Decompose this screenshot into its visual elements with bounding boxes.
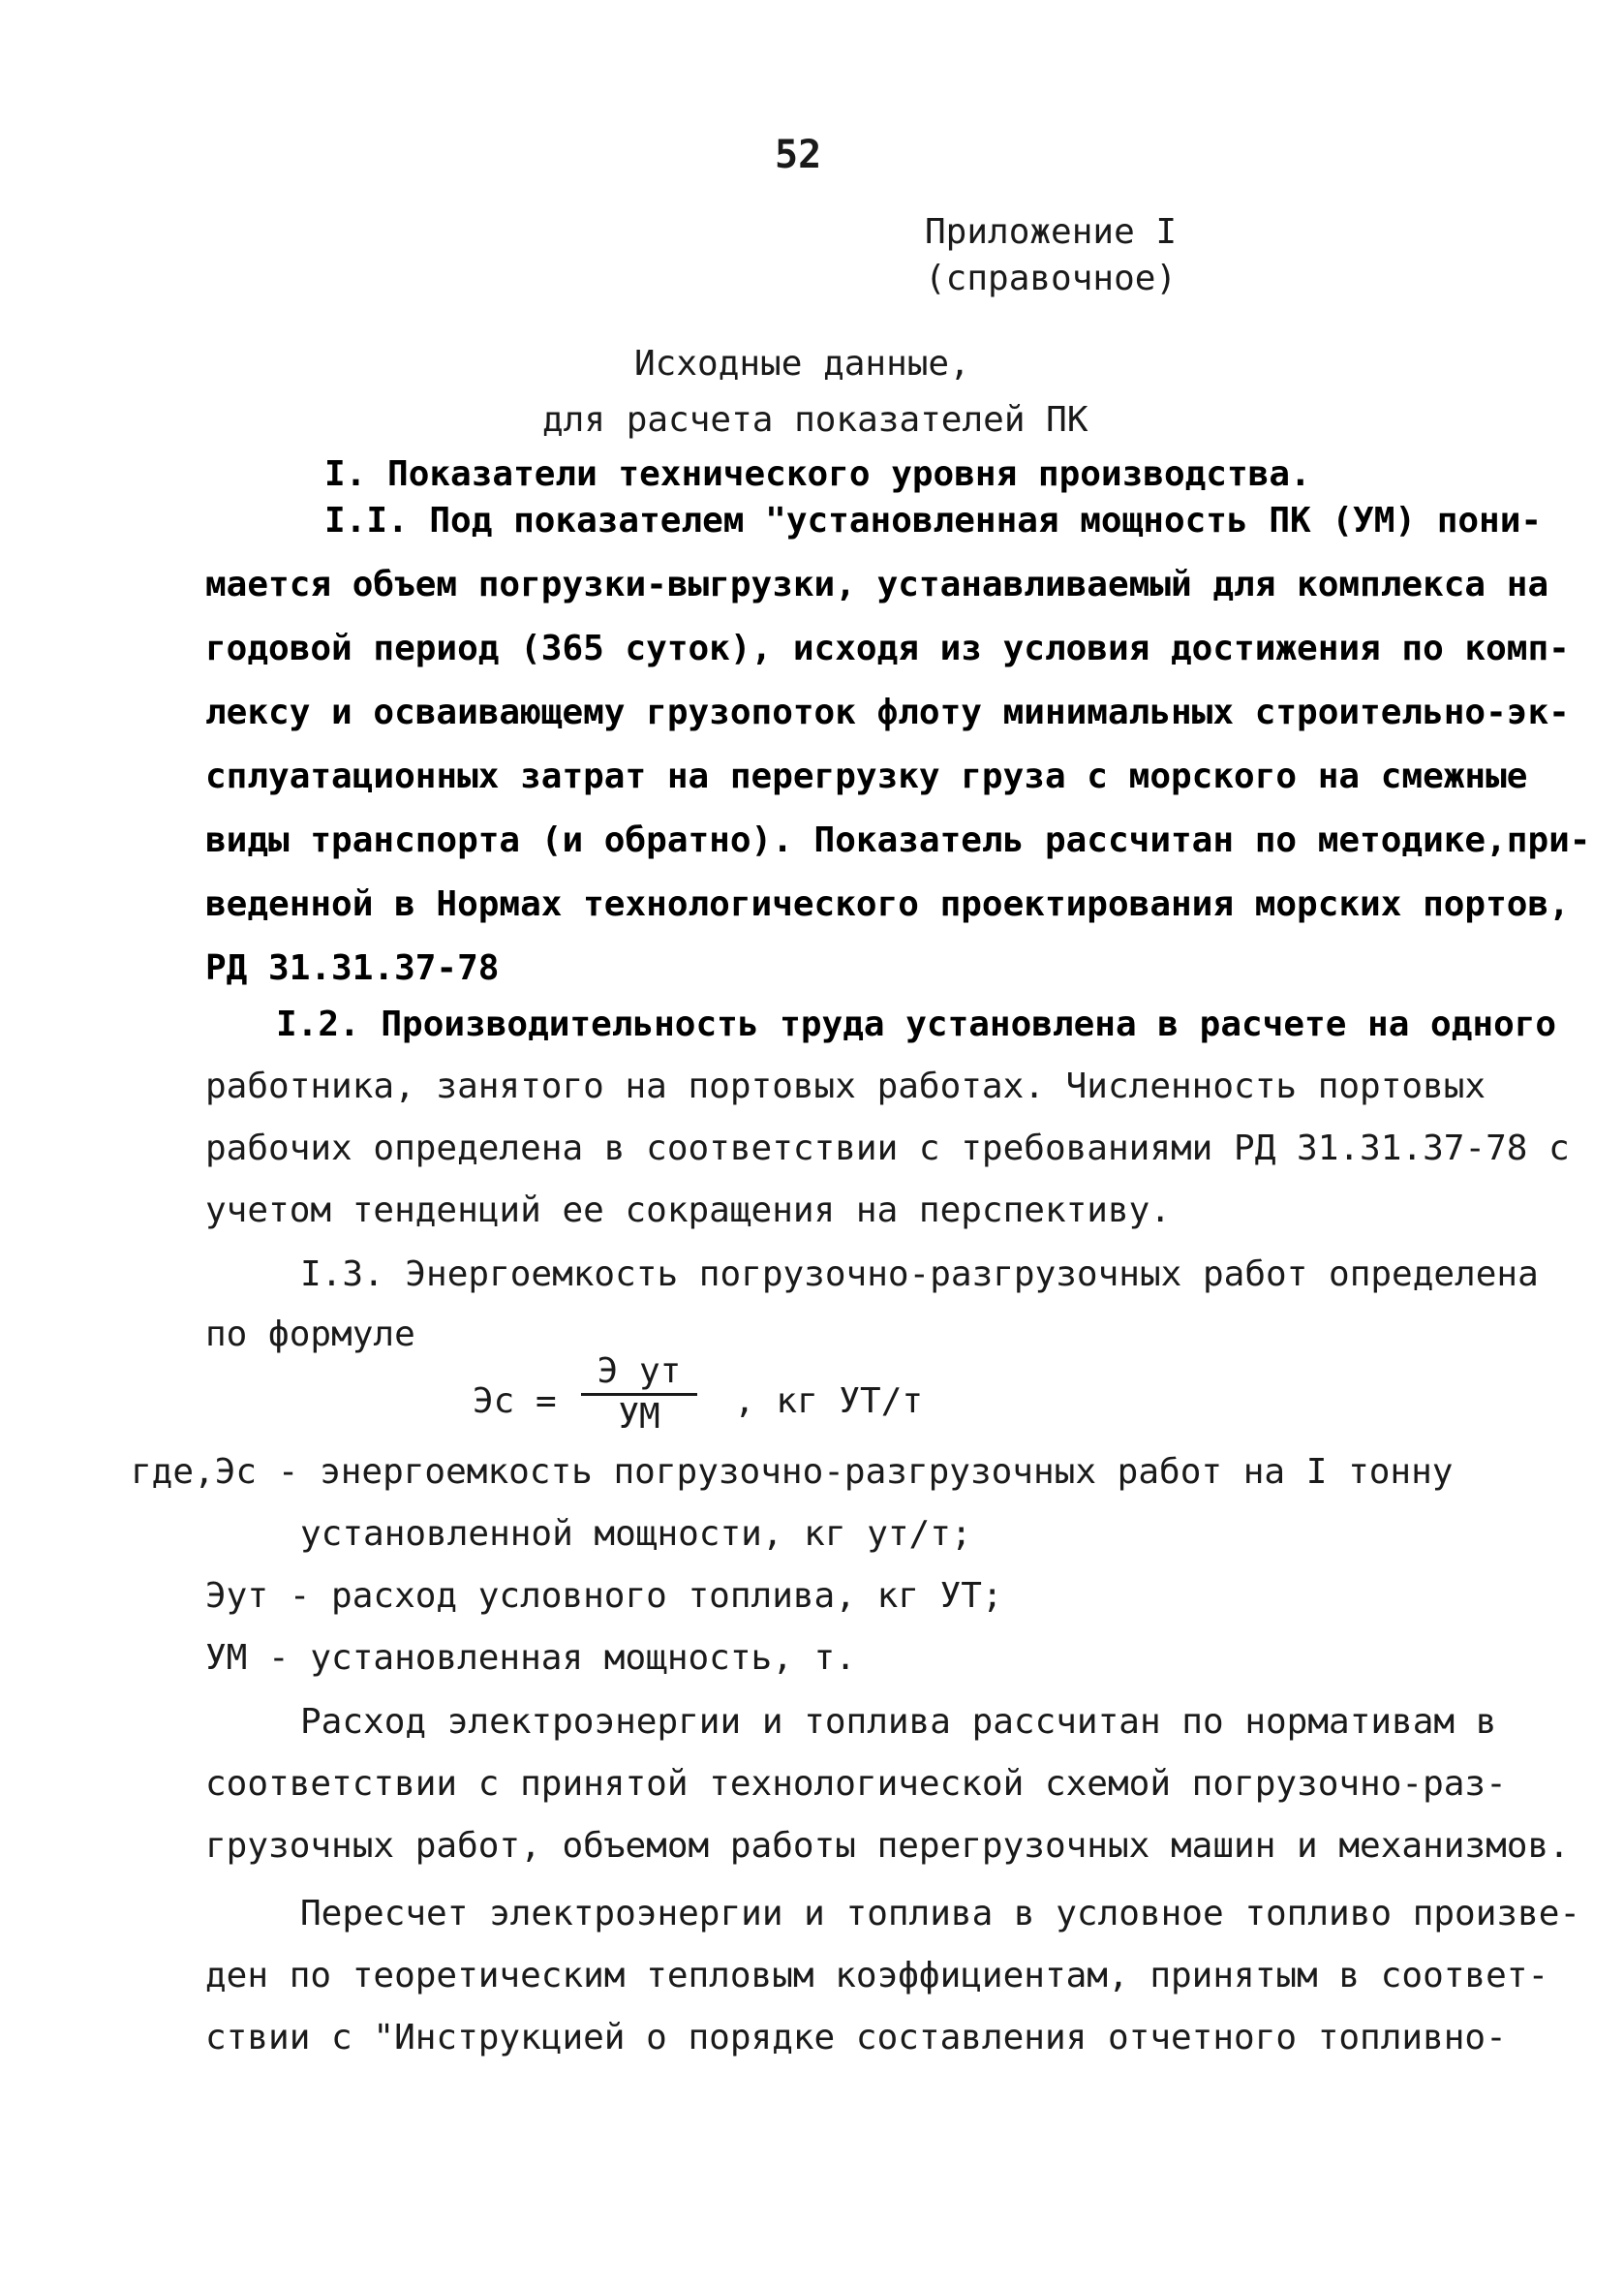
definition-line: где,Эс - энергоемкость погрузочно-разгрузочных работ на I тонну (131, 1452, 1454, 1492)
text-line: работника, занятого на портовых работах. Численность портовых (205, 1067, 1486, 1106)
text-line: ден по теоретическим тепловым коэффициентам, принятым в соответ- (205, 1956, 1549, 1995)
fraction-bar (581, 1393, 697, 1396)
definition-line: Эут - расход условного топлива, кг УТ; (205, 1576, 1003, 1616)
formula (473, 1351, 1015, 1437)
formula-fraction (581, 1351, 697, 1437)
formula-lhs: Эс = (473, 1381, 557, 1421)
text-line: веденной в Нормах технологического проектирования морских портов, (205, 884, 1570, 924)
text-line: Пересчет электроэнергии и топлива в условное топливо произве- (300, 1894, 1581, 1933)
formula-numerator: Э ут (597, 1351, 682, 1391)
appendix-title: Приложение I (925, 212, 1178, 252)
text-line: Расход электроэнергии и топлива рассчитан по нормативам в (300, 1702, 1497, 1742)
text-line: РД 31.31.37-78 (205, 948, 500, 988)
text-line: лексу и осваивающему грузопоток флоту минимальных строительно-эк- (205, 693, 1570, 732)
text-line: ствии с "Инструкцией о порядке составления отчетного топливно- (205, 2018, 1507, 2057)
text-line: мается объем погрузки-выгрузки, устанавливаемый для комплекса на (205, 565, 1549, 604)
formula-unit: , кг УТ/т (734, 1381, 924, 1421)
text-line: I.3. Энергоемкость погрузочно-разгрузочных работ определена (300, 1254, 1539, 1294)
text-line: по формуле (205, 1315, 415, 1354)
section-title: I. Показатели технического уровня производства. (324, 454, 1311, 494)
text-line: учетом тенденций ее сокращения на перспективу. (205, 1191, 1171, 1230)
text-line: годовой период (365 суток), исходя из условия достижения по комп- (205, 629, 1570, 668)
heading-line-2: для расчета показателей ПК (542, 400, 1088, 440)
text-line: сплуатационных затрат на перегрузку груза с морского на смежные (205, 757, 1528, 796)
appendix-type: (справочное) (925, 259, 1178, 298)
page-number: 52 (775, 133, 822, 177)
text-line: I.I. Под показателем "установленная мощность ПК (УМ) пони- (324, 501, 1543, 541)
text-line: I.2. Производительность труда установлена в расчете на одного (276, 1005, 1557, 1044)
text-line: грузочных работ, объемом работы перегрузочных машин и механизмов. (205, 1826, 1570, 1866)
definition-line: установленной мощности, кг ут/т; (300, 1514, 972, 1554)
formula-denominator: УМ (618, 1397, 660, 1437)
text-line: рабочих определена в соответствии с требованиями РД 31.31.37-78 с (205, 1129, 1570, 1168)
text-line: виды транспорта (и обратно). Показатель рассчитан по методике,при- (205, 820, 1591, 860)
text-line: соответствии с принятой технологической схемой погрузочно-раз- (205, 1764, 1507, 1804)
heading-line-1: Исходные данные, (634, 344, 970, 384)
definition-line: УМ - установленная мощность, т. (205, 1638, 856, 1678)
